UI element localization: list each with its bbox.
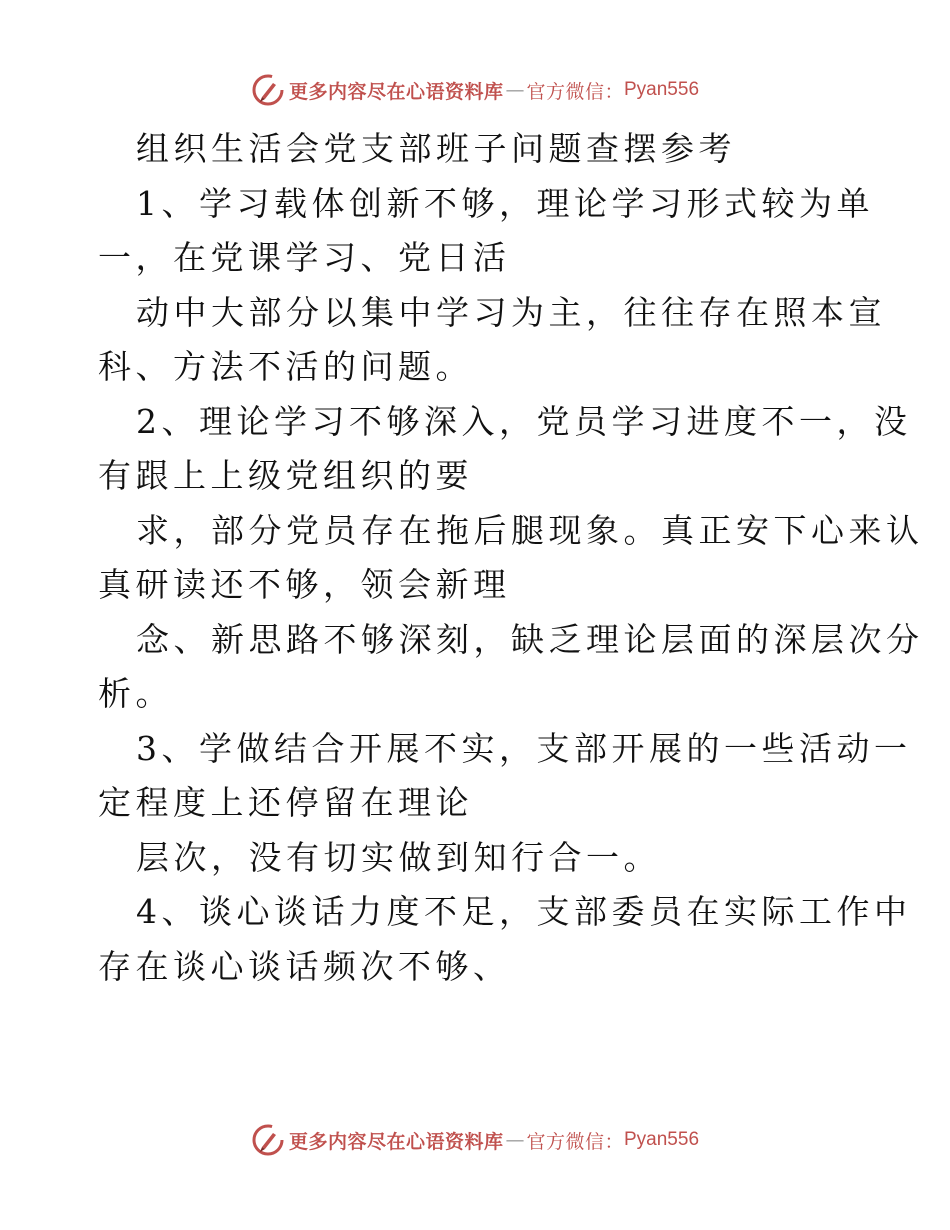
text-line: 4、谈心谈话力度不足，支部委员在实际工作中: [136, 892, 912, 931]
document-body: [98, 122, 924, 994]
text-line: 真研读还不够，领会新理: [98, 565, 511, 604]
text-line: 3、学做结合开展不实，支部开展的一些活动一: [136, 728, 912, 768]
text-line: 念、新思路不够深刻，缺乏理论层面的深层次分: [136, 619, 924, 659]
header-banner: [0, 70, 950, 110]
text-line: 1、学习载体创新不够，理论学习形式较为单: [136, 183, 874, 223]
text-line: 定程度上还停留在理论: [98, 783, 473, 822]
text-line: 有跟上上级党组织的要: [98, 456, 473, 495]
banner-main-text: 更多内容尽在心语资料库: [288, 80, 504, 103]
footer-banner: [0, 1120, 950, 1160]
banner-wechat-label: 官方微信：: [526, 80, 624, 103]
text-line: 求，部分党员存在拖后腿现象。真正安下心来认: [136, 510, 924, 550]
text-line: 一，在党课学习、党日活: [98, 238, 511, 277]
text-line: 动中大部分以集中学习为主，往往存在照本宣: [136, 292, 886, 332]
banner-separator: —: [505, 1129, 525, 1151]
banner-wechat-label: 官方微信：: [526, 1130, 624, 1153]
text-line: 析。: [98, 674, 173, 713]
text-line: 存在谈心谈话频次不够、: [98, 946, 511, 986]
text-line: 科、方法不活的问题。: [98, 347, 473, 386]
banner-wechat-id: Pyan556: [624, 1129, 700, 1150]
banner-main-text: 更多内容尽在心语资料库: [288, 1130, 504, 1153]
banner-separator: —: [505, 79, 525, 101]
text-line: 2、理论学习不够深入，党员学习进度不一，没: [136, 401, 912, 441]
pen-logo-icon: [251, 73, 285, 107]
banner-wechat-id: Pyan556: [624, 79, 700, 100]
text-line: 组织生活会党支部班子问题查摆参考: [136, 129, 736, 168]
text-line: 层次，没有切实做到知行合一。: [136, 837, 661, 877]
pen-logo-icon: [251, 1123, 285, 1157]
